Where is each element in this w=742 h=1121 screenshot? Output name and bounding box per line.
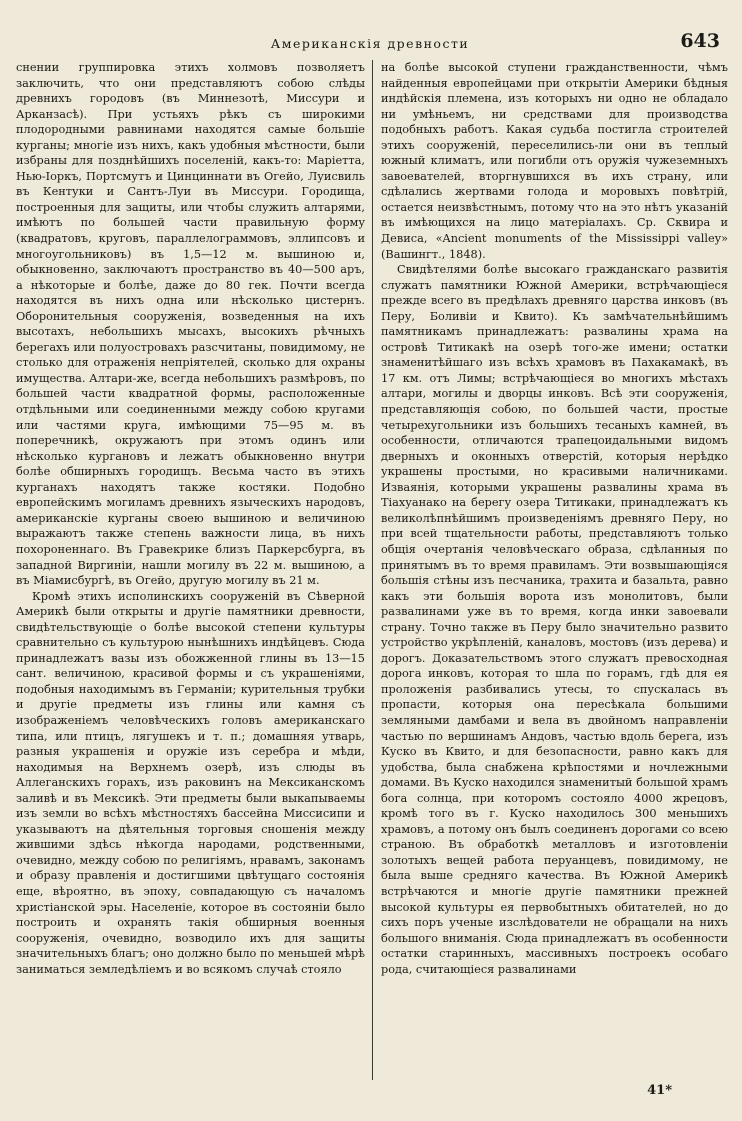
page-number: 643	[680, 30, 720, 52]
paragraph: Свидѣтелями болѣе высокаго гражданскаго развитія служатъ памятники Южной Америки, встрѣчающіеся прежде всего въ предѣлахъ древняго царства инковъ (въ Перу, Боливіи и Квито). Къ замѣчательнѣйшимъ памятникамъ принадлежатъ: развалины храма на островѣ Титикакѣ на озерѣ того-же имени; остатки знаменитѣйшаго изъ всѣхъ храмовъ въ Пахакамакѣ, въ 17 км. отъ Лимы; встрѣчающіеся во многихъ мѣстахъ алтари, могилы и дворцы инковъ. Всѣ эти сооруженія, представляющія собою, по большей части, простые четырехугольники изъ большихъ тесаныхъ камней, въ особенности, отличаются трапецоидальными видомъ дверныхъ и оконныхъ отверстій, которыя нерѣдко украшены простыми, но красивыми наличниками. Изваянія, которыми украшены развалины храма въ Тіахуанако на берегу озера Титикаки, принадлежатъ къ великолѣпнѣйшимъ произведеніямъ древняго Перу, но при всей тщательности работы, представляютъ только общія очертанія человѣческаго образа, сдѣланныя по принятымъ въ то время правиламъ. Эти возвышающіяся большія стѣны изъ песчаника, трахита и базальта, равно какъ эти большія ворота изъ монолитовъ, были развалинами уже въ то время, когда инки завоевали страну. Точно также въ Перу было значительно развито устройство укрѣпленій, каналовъ, мостовъ (изъ дерева) и дорогъ. Доказательствомъ этого служатъ превосходная дорога инковъ, которая то шла по горамъ, гдѣ для ея проложенія разбивались утесы, то спускалась въ пропасти, которыя она пересѣкала большими земляными дамбами и вела въ двойномъ направленіи частью по вершинамъ Андовъ, частью вдоль берега, изъ Куско въ Квито, и для безопасности, равно какъ для удобства, была снабжена крѣпостями и ночлежными домами. Въ Куско находился знаменитый большой храмъ бога солнца, при которомъ состояло 4000 жрецовъ, кромѣ того въ г. Куско находилось 300 меньшихъ храмовъ, а потому онъ былъ соединенъ дорогами со всею страною. Въ обработкѣ металловъ и изготовленіи золотыхъ вещей работа перуанцевъ, повидимому, не была выше средняго качества. Въ Южной Америкѣ встрѣчаются и многіе другіе памятники прежней высокой культуры ея первобытныхъ обитателей, но до сихъ поръ ученые изслѣдователи не обращали на нихъ большого вниманія. Сюда принадлежатъ въ особенности остатки старинныхъ, массивныхъ построекъ особаго рода, считающіеся развалинами	[381, 263, 728, 976]
paragraph: на болѣе высокой ступени гражданственности, чѣмъ найденныя европейцами при открытіи Америки бѣдныя индѣйскія племена, изъ которыхъ ни одно не обладало ни умѣньемъ, ни средствами для производства подобныхъ работъ. Какая судьба постигла строителей этихъ сооруженій, переселились-ли они въ теплый южный климатъ, или погибли отъ оружія чужеземныхъ завоевателей, вторгнувшихся въ ихъ страну, или сдѣлались жертвами голода и моровыхъ повѣтрій, остается неизвѣстнымъ, потому что на это нѣтъ указаній въ имѣющихся на лицо матеріалахъ. Ср. Сквира и Девиса, «Ancient monuments of the Mississippi valley» (Вашингт., 1848).	[381, 61, 728, 261]
text-columns	[16, 60, 728, 1080]
page-header	[14, 30, 726, 58]
running-title: Американскія древности	[270, 36, 470, 51]
right-column	[372, 60, 728, 1080]
left-column	[16, 60, 372, 1080]
signature-mark: 41*	[647, 1083, 672, 1098]
paragraph: Кромѣ этихъ исполинскихъ сооруженій въ Сѣверной Америкѣ были открыты и другіе памятники древности, свидѣтельствующіе о болѣе высокой степени культуры сравнительно съ культурою нынѣшнихъ индѣйцевъ. Сюда принадлежатъ вазы изъ обожженной глины въ 13—15 сант. величиною, красивой формы и съ украшеніями, подобныя находимымъ въ Германіи; курительныя трубки и другіе предметы изъ глины или камня съ изображеніемъ человѣческихъ головъ американскаго типа, или птицъ, лягушекъ и т. п.; домашняя утварь, разныя украшенія и оружіе изъ серебра и мѣди, находимыя на Верхнемъ озерѣ, изъ слюды въ Аллеганскихъ горахъ, изъ раковинъ на Мексиканскомъ заливѣ и въ Мексикѣ. Эти предметы были выкапываемы изъ земли во всѣхъ мѣстностяхъ бассейна Миссисипи и указываютъ на дѣятельныя торговыя сношенія между жившими здѣсь нѣкогда народами, родственными, очевидно, между собою по религіямъ, нравамъ, законамъ и образу правленія и достигшими цвѣтущаго состоянія еще, вѣроятно, въ эпоху, совпадающую съ началомъ христіанской эры. Населеніе, которое въ состояніи было построить и охранять такія обширныя военныя сооруженія, очевидно, возводило ихъ для защиты значительныхъ благъ; оно должно было по меньшей мѣрѣ заниматься земледѣліемъ и во всякомъ случаѣ стояло	[16, 589, 365, 976]
paragraph: снении группировка этихъ холмовъ позволяетъ заключить, что они представляютъ собою слѣды древнихъ городовъ (въ Миннезотѣ, Миссури и Арканзасѣ). При устьяхъ рѣкъ съ широкими плодородными равнинами находятся самые большіе курганы; многіе изъ нихъ, какъ удобныя мѣстности, были избраны для позднѣйшихъ поселеній, какъ-то: Маріетта, Нью-Іоркъ, Портсмутъ и Цинциннати въ Огейо, Луисвиль въ Кентуки и Сантъ-Луи въ Миссури. Городища, построенныя для защиты, или чтобы служить алтарями, имѣютъ по большей части правильную форму (квадратовъ, круговъ, параллелограммовъ, эллипсовъ и многоугольниковъ) въ 1,5—12 м. вышиною и, обыкновенно, заключаютъ пространство въ 40—500 аръ, а нѣкоторые и болѣе, даже до 80 гек. Почти всегда находятся въ нихъ одна или нѣсколько цистернъ. Оборонительныя сооруженія, возведенныя на ихъ высотахъ, небольшихъ мысахъ, высокихъ рѣчныхъ берегахъ или полуостровахъ разсчитаны, повидимому, не столько для отраженія непріятелей, сколько для охраны имущества. Алтари-же, всегда небольшихъ размѣровъ, по большей части квадратной формы, расположенные отдѣльными или соединенными между собою кругами или частями круга, имѣющими 75—95 м. въ поперечникѣ, окружаютъ при этомъ одинъ или нѣсколько кургановъ и лежатъ обыкновенно внутри болѣе обширныхъ городищъ. Весьма часто въ этихъ курганахъ находятъ также костяки. Подобно европейскимъ могиламъ древнихъ языческихъ народовъ, американскіе курганы своею вышиною и величиною выражаютъ также степень важности лица, въ нихъ похороненнаго. Въ Гравекрике близъ Паркерсбурга, въ западной Виргиніи, нашли могилу въ 22 м. вышиною, а въ Міамисбургѣ, въ Огейо, другую могилу въ 21 м.	[16, 61, 365, 588]
